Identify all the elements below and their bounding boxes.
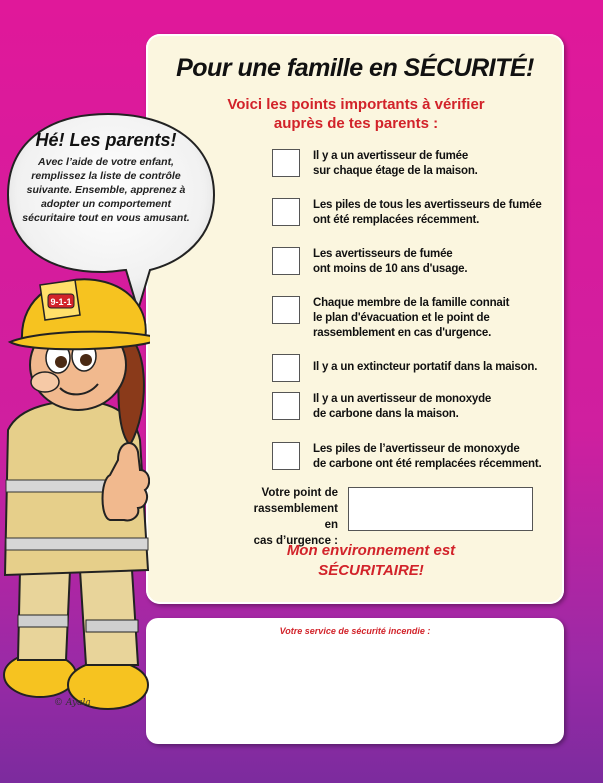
- checklist-item-text: Il y a un avertisseur de fumée sur chaque étage de la maison.: [313, 150, 478, 177]
- checkbox[interactable]: [272, 392, 300, 420]
- meeting-point-label: Votre point de rassemblement en cas d’urgence :: [253, 487, 338, 547]
- page-subtitle: Voici les points importants à vérifier auprès de tes parents :: [227, 96, 485, 132]
- checkbox[interactable]: [272, 247, 300, 275]
- meeting-point-field[interactable]: [348, 487, 533, 531]
- fire-service-label: Votre service de sécurité incendie :: [279, 626, 431, 636]
- checkbox[interactable]: [272, 354, 300, 382]
- checklist-item-text: Chaque membre de la famille connait le plan d'évacuation et le point de rassemblement en cas d'urgence.: [313, 297, 510, 339]
- badge-text: 9-1-1: [50, 297, 72, 307]
- safe-message: Mon environnement est SÉCURITAIRE!: [286, 542, 456, 579]
- checklist-item-text: Les piles de tous les avertisseurs de fumée ont été remplacées récemment.: [313, 199, 542, 226]
- bubble-title: Hé! Les parents!: [35, 130, 177, 150]
- checkbox[interactable]: [272, 296, 300, 324]
- checklist-item-text: Il y a un extincteur portatif dans la maison.: [313, 361, 538, 373]
- fire-service-panel: [146, 618, 564, 744]
- checkbox[interactable]: [272, 442, 300, 470]
- checklist-item-text: Les avertisseurs de fumée ont moins de 10 ans d'usage.: [313, 248, 468, 275]
- artist-signature: © Ayala: [54, 698, 91, 708]
- checkbox[interactable]: [272, 198, 300, 226]
- bubble-text: Avec l’aide de votre enfant, remplissez la liste de contrôle suivante. Ensemble, apprenez à adopter un comportement sécuritaire tout en vous amusant.: [22, 156, 190, 224]
- checklist-item-text: Il y a un avertisseur de monoxyde de carbone dans la maison.: [313, 393, 492, 420]
- page-title: Pour une famille en SÉCURITÉ!: [176, 54, 534, 82]
- checklist-item-text: Les piles de l’avertisseur de monoxyde de carbone ont été remplacées récemment.: [313, 443, 542, 470]
- checkbox[interactable]: [272, 149, 300, 177]
- firefighter-mascot-illustration: [0, 270, 150, 720]
